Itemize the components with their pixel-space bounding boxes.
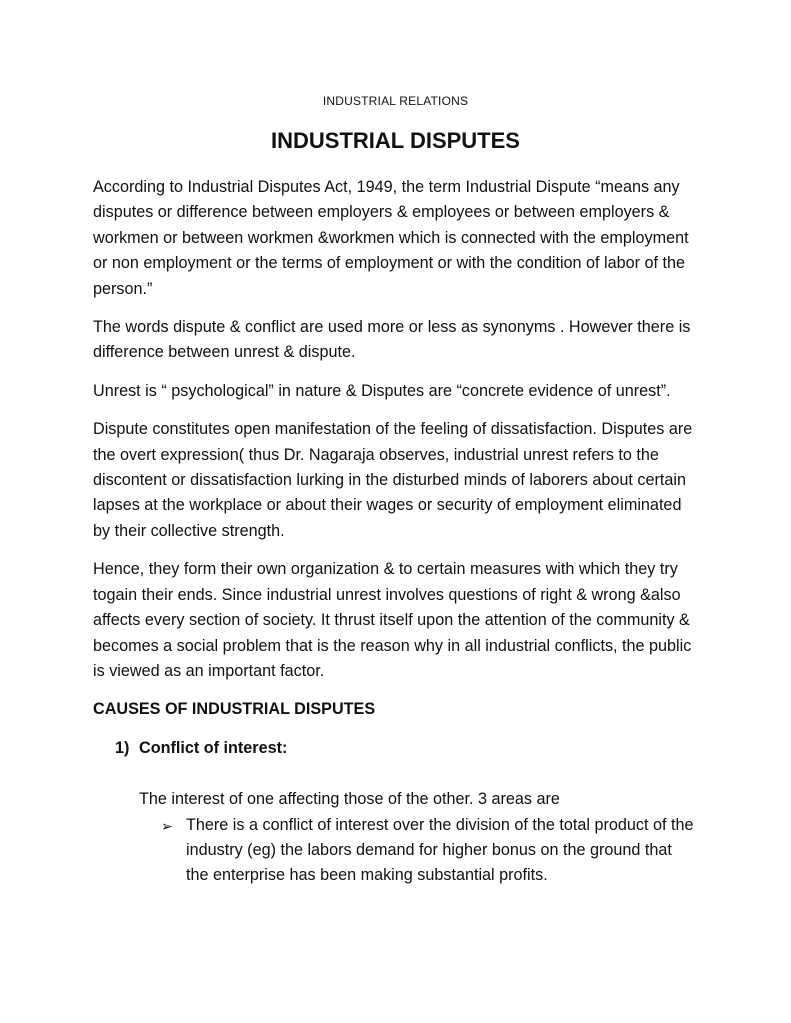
page-title: INDUSTRIAL DISPUTES <box>271 128 520 153</box>
paragraph-definition: According to Industrial Disputes Act, 1949, the term Industrial Dispute “means any disputes or difference between employers & employees or between employers & workmen or between workmen &workmen which is connected with the employment or non employment or the terms of employment or with the condition of labor of the person.” <box>93 178 689 298</box>
bullet-text: There is a conflict of interest over the division of the total product of the industry (eg) the labors demand for higher bonus on the ground that the enterprise has been making substantial profits. <box>186 815 694 885</box>
paragraph-manifestation: Dispute constitutes open manifestation of the feeling of dissatisfaction. Disputes are the overt expression( thus Dr. Nagaraja observes, industrial unrest refers to the discontent or dissatisfaction lurking in the disturbed minds of laborers about certain lapses at the workplace or about their wages or security of employment eliminated by their collective strength. <box>93 420 693 540</box>
arrow-bullet-icon: ➢ <box>161 817 173 834</box>
paragraph-unrest: Unrest is “ psychological” in nature & Disputes are “concrete evidence of unrest”. <box>93 381 671 400</box>
list-item <box>93 813 695 889</box>
running-header: INDUSTRIAL RELATIONS <box>322 94 469 108</box>
paragraph-synonyms: The words dispute & conflict are used more or less as synonyms . However there is difference between unrest & dispute. <box>93 318 691 362</box>
section-heading: CAUSES OF INDUSTRIAL DISPUTES <box>93 700 376 719</box>
intro-line: The interest of one affecting those of the other. 3 areas are <box>139 790 560 809</box>
item-number: 1) <box>115 738 130 757</box>
paragraph-organization: Hence, they form their own organization & to certain measures with which they try togain their ends. Since industrial unrest involves questions of right & wrong &also affects every section of society. It thrust itself upon the attention of the community & becomes a social problem that is the reason why in all industrial conflicts, the public is viewed as an important factor. <box>93 560 692 680</box>
numbered-item <box>93 736 695 761</box>
document-body <box>93 175 695 889</box>
item-label: Conflict of interest: <box>139 738 288 757</box>
